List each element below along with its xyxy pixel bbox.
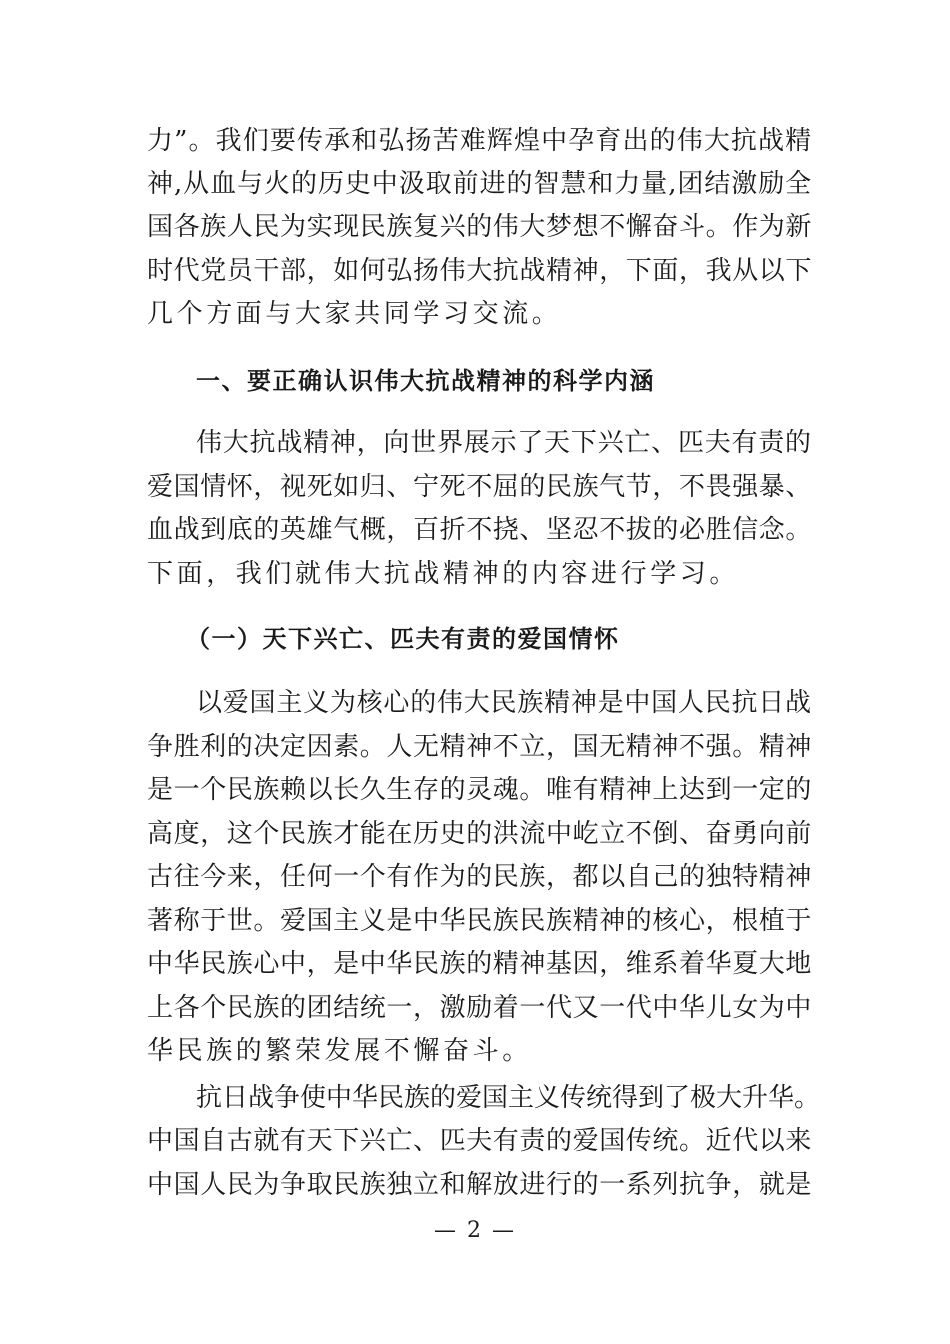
page-number: — 2 — — [434, 1218, 516, 1243]
text-line: 上各个民族的团结统一，激励着一代又一代中华儿女为中 — [147, 993, 813, 1023]
text-line: 著称于世。爱国主义是中华民族民族精神的核心，根植于 — [147, 906, 813, 936]
text-line: 国各族人民为实现民族复兴的伟大梦想不懈奋斗。作为新 — [147, 212, 813, 242]
text-line: 抗日战争使中华民族的爱国主义传统得到了极大升华。 — [196, 1083, 821, 1113]
text-line: 中国自古就有天下兴亡、匹夫有责的爱国传统。近代以来 — [147, 1126, 813, 1156]
text-line: 以爱国主义为核心的伟大民族精神是中国人民抗日战 — [196, 688, 812, 718]
text-line: 时代党员干部，如何弘扬伟大抗战精神，下面，我从以下 — [147, 256, 813, 286]
text-line: 血战到底的英雄气概，百折不挠、坚忍不拔的必胜信念。 — [147, 515, 813, 545]
text-line: 古往今来，任何一个有作为的民族，都以自己的独特精神 — [147, 862, 813, 892]
text-line: 神,从血与火的历史中汲取前进的智慧和力量,团结激励全 — [147, 169, 813, 199]
text-line: 中国人民为争取民族独立和解放进行的一系列抗争，就是 — [147, 1170, 813, 1200]
section-heading: 一、要正确认识伟大抗战精神的科学内涵 — [196, 367, 655, 395]
text-line: 下面，我们就伟大抗战精神的内容进行学习。 — [147, 559, 740, 589]
text-line: 几个方面与大家共同学习交流。 — [147, 299, 562, 329]
text-line: 华民族的繁荣发展不懈奋斗。 — [147, 1036, 532, 1066]
text-line: 伟大抗战精神，向世界展示了天下兴亡、匹夫有责的 — [196, 428, 812, 458]
text-line: 爱国情怀，视死如归、宁死不屈的民族气节，不畏强暴、 — [147, 472, 813, 502]
text-line: 是一个民族赖以长久生存的灵魂。唯有精神上达到一定的 — [147, 775, 813, 805]
text-line: 中华民族心中，是中华民族的精神基因，维系着华夏大地 — [147, 949, 813, 979]
subsection-heading: （一）天下兴亡、匹夫有责的爱国情怀 — [186, 624, 620, 653]
text-line: 高度，这个民族才能在历史的洪流中屹立不倒、奋勇向前 — [147, 819, 813, 849]
text-line: 争胜利的决定因素。人无精神不立，国无精神不强。精神 — [147, 732, 813, 762]
text-line: 力”。我们要传承和弘扬苦难辉煌中孕育出的伟大抗战精 — [147, 126, 813, 156]
